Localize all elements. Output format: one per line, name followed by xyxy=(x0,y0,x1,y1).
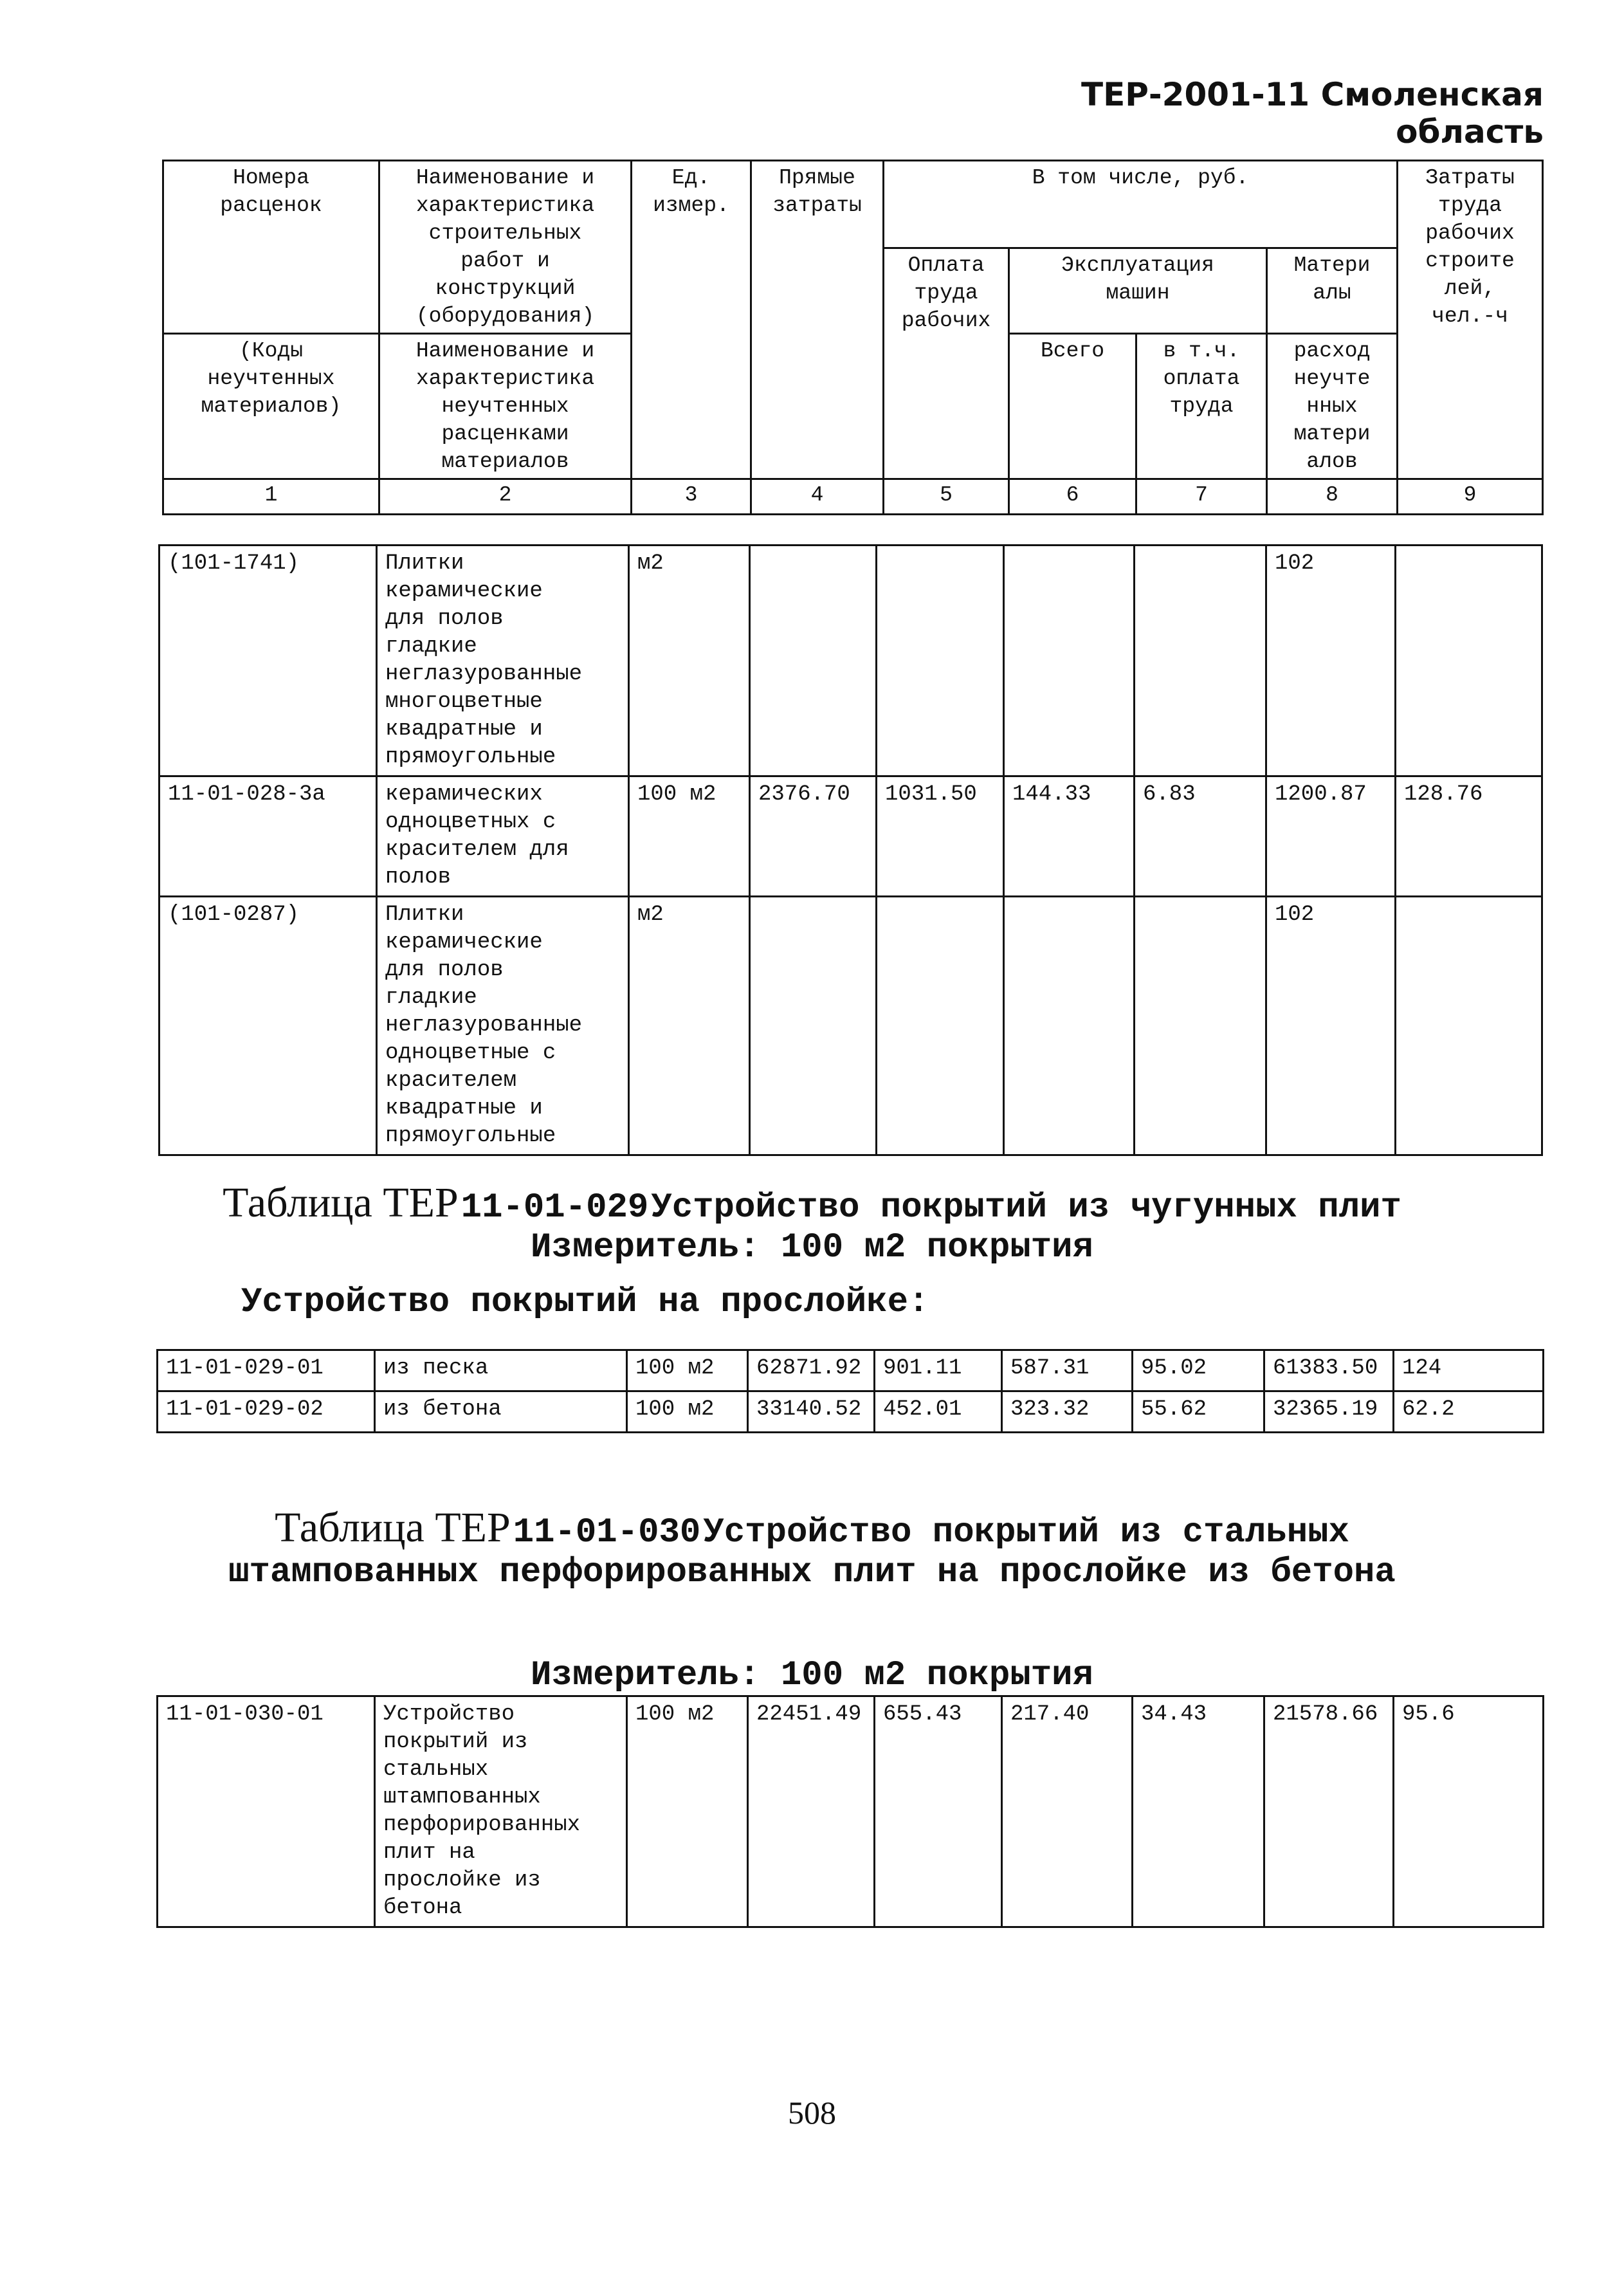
rate-labor: 124 xyxy=(1394,1350,1544,1391)
table-row xyxy=(158,1391,1544,1433)
header-number: 6 xyxy=(1009,479,1136,515)
header-number: 4 xyxy=(751,479,884,515)
rate-direct-cost: 2376.70 xyxy=(750,776,877,897)
header-col9: Затраты труда рабочих строите лей, чел.-ч xyxy=(1398,161,1543,479)
header-number: 9 xyxy=(1398,479,1543,515)
rate-code: 11-01-028-3а xyxy=(160,776,377,897)
rate-name: из бетона xyxy=(375,1391,627,1433)
rate-wages: 655.43 xyxy=(875,1696,1002,1927)
header-col2-sub: Наименование и характеристика неучтенных расценками материалов xyxy=(379,334,632,479)
table-code: 11-01-029 xyxy=(461,1188,649,1227)
rate-machine-wages xyxy=(1135,897,1266,1155)
rate-unit: 100 м2 xyxy=(627,1350,748,1391)
table-title-continued: штампованных перфорированных плит на прослойке из бетона xyxy=(228,1553,1396,1592)
rate-labor xyxy=(1396,897,1542,1155)
rate-materials: 32365.19 xyxy=(1264,1391,1394,1433)
header-col6-7: Эксплуатация машин xyxy=(1009,248,1267,334)
header-number: 2 xyxy=(379,479,632,515)
rate-materials: 21578.66 xyxy=(1264,1696,1394,1927)
column-header-table xyxy=(162,160,1544,515)
rates-table-11-01-030 xyxy=(156,1695,1544,1928)
rate-direct-cost xyxy=(750,897,877,1155)
rate-machines: 144.33 xyxy=(1004,776,1135,897)
rates-table-11-01-029 xyxy=(156,1349,1544,1433)
header-col2: Наименование и характеристика строительных работ и конструкций (оборудования) xyxy=(379,161,632,334)
rate-wages: 452.01 xyxy=(875,1391,1002,1433)
rate-code: 11-01-029-02 xyxy=(158,1391,375,1433)
header-col5: Оплата труда рабочих xyxy=(884,248,1009,479)
rate-labor: 95.6 xyxy=(1394,1696,1544,1927)
rate-labor: 62.2 xyxy=(1394,1391,1544,1433)
rate-wages: 901.11 xyxy=(875,1350,1002,1391)
rate-machine-wages: 6.83 xyxy=(1135,776,1266,897)
header-col6: Всего xyxy=(1009,334,1136,479)
rates-table-11-01-028 xyxy=(158,544,1543,1156)
header-number: 5 xyxy=(884,479,1009,515)
rate-machines xyxy=(1004,546,1135,776)
rate-name: Плитки керамические для полов гладкие неглазурованные многоцветные квадратные и прямоугольные xyxy=(377,546,629,776)
header-number: 1 xyxy=(163,479,379,515)
table-label: Таблица ТЕР xyxy=(275,1504,511,1551)
rate-name: Плитки керамические для полов гладкие неглазурованные одноцветные с красителем квадратные и прямоугольные xyxy=(377,897,629,1155)
measure-line: Измеритель: 100 м2 покрытия xyxy=(531,1656,1093,1695)
rate-materials: 102 xyxy=(1266,546,1396,776)
rate-direct-cost: 62871.92 xyxy=(748,1350,875,1391)
rate-direct-cost: 33140.52 xyxy=(748,1391,875,1433)
table-row xyxy=(160,546,1542,776)
page-number: 508 xyxy=(788,2095,836,2131)
header-col3: Ед. измер. xyxy=(632,161,751,479)
rate-labor xyxy=(1396,546,1542,776)
header-col8-sub: расход неучте нных матери алов xyxy=(1267,334,1398,479)
rate-name: керамических одноцветных с красителем для полов xyxy=(377,776,629,897)
table-title: Устройство покрытий из чугунных плит xyxy=(651,1188,1401,1227)
measure-line: Измеритель: 100 м2 покрытия xyxy=(531,1228,1093,1267)
rate-machine-wages: 95.02 xyxy=(1133,1350,1264,1391)
page-header-title: ТЕР-2001-11 Смоленская область xyxy=(1081,76,1544,151)
rate-machines xyxy=(1004,897,1135,1155)
rate-direct-cost xyxy=(750,546,877,776)
rate-code: (101-1741) xyxy=(160,546,377,776)
table-row xyxy=(160,776,1542,897)
rate-machines: 217.40 xyxy=(1002,1696,1133,1927)
table-title: Устройство покрытий из стальных xyxy=(703,1513,1349,1552)
rate-labor: 128.76 xyxy=(1396,776,1542,897)
rate-machine-wages xyxy=(1135,546,1266,776)
rate-name: из песка xyxy=(375,1350,627,1391)
table-row xyxy=(160,897,1542,1155)
rate-unit: 100 м2 xyxy=(627,1696,748,1927)
rate-materials: 61383.50 xyxy=(1264,1350,1394,1391)
header-number: 7 xyxy=(1136,479,1267,515)
table-label: Таблица ТЕР xyxy=(223,1179,459,1226)
rate-code: 11-01-030-01 xyxy=(158,1696,375,1927)
rate-unit: 100 м2 xyxy=(629,776,750,897)
rate-machine-wages: 34.43 xyxy=(1133,1696,1264,1927)
header-number: 3 xyxy=(632,479,751,515)
header-col1: Номера расценок xyxy=(163,161,379,334)
rate-wages xyxy=(877,546,1004,776)
header-col8: Матери алы xyxy=(1267,248,1398,334)
header-col5-8: В том числе, руб. xyxy=(884,161,1398,248)
table-code: 11-01-030 xyxy=(513,1513,701,1552)
rate-code: 11-01-029-01 xyxy=(158,1350,375,1391)
rate-materials: 1200.87 xyxy=(1266,776,1396,897)
rate-machines: 587.31 xyxy=(1002,1350,1133,1391)
subheading: Устройство покрытий на прослойке: xyxy=(241,1283,929,1322)
rate-unit: м2 xyxy=(629,897,750,1155)
rate-unit: м2 xyxy=(629,546,750,776)
rate-direct-cost: 22451.49 xyxy=(748,1696,875,1927)
rate-code: (101-0287) xyxy=(160,897,377,1155)
header-col7: в т.ч. оплата труда xyxy=(1136,334,1267,479)
header-col4: Прямые затраты xyxy=(751,161,884,479)
header-col1-sub: (Коды неучтенных материалов) xyxy=(163,334,379,479)
rate-wages: 1031.50 xyxy=(877,776,1004,897)
rate-machines: 323.32 xyxy=(1002,1391,1133,1433)
rate-unit: 100 м2 xyxy=(627,1391,748,1433)
rate-wages xyxy=(877,897,1004,1155)
rate-materials: 102 xyxy=(1266,897,1396,1155)
header-number: 8 xyxy=(1267,479,1398,515)
table-row xyxy=(158,1696,1544,1927)
rate-machine-wages: 55.62 xyxy=(1133,1391,1264,1433)
table-row xyxy=(158,1350,1544,1391)
rate-name: Устройство покрытий из стальных штампованных перфорированных плит на прослойке из бетона xyxy=(375,1696,627,1927)
